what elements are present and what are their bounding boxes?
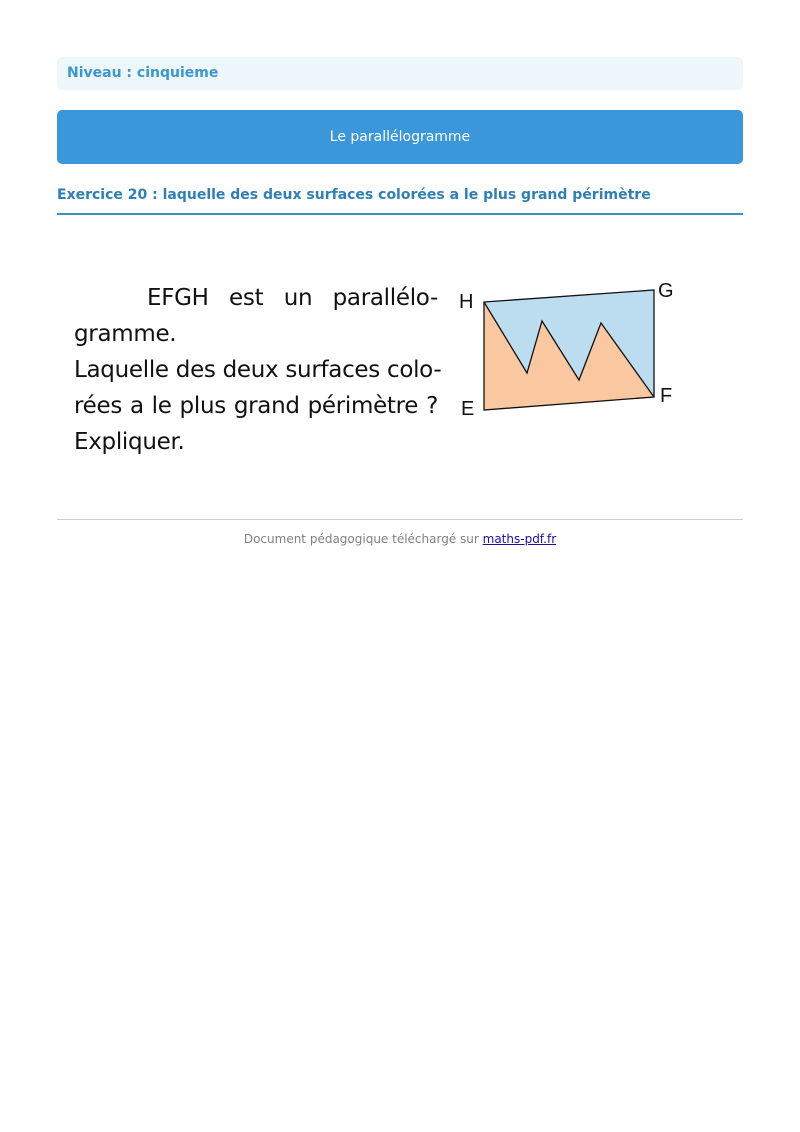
statement-line: EFGH est un parallélo- <box>147 285 438 311</box>
vertex-label-e: E <box>461 398 475 420</box>
statement-line: rées a le plus grand périmètre ? <box>74 393 438 419</box>
footer-link[interactable]: maths-pdf.fr <box>482 532 557 546</box>
footer-text: Document pédagogique téléchargé sur <box>243 532 483 546</box>
level-badge: Niveau : cinquieme <box>57 57 743 90</box>
exercise-heading: Exercice 20 : laquelle des deux surfaces colorées a le plus grand périmètre <box>57 183 743 215</box>
page-title: Le parallélogramme <box>57 110 743 164</box>
statement-line: Expliquer. <box>74 429 185 455</box>
statement-line: gramme. <box>74 321 177 347</box>
exercise-statement <box>74 280 442 460</box>
parallelogram-figure <box>455 275 685 425</box>
footer-divider <box>57 519 743 520</box>
vertex-label-g: G <box>658 280 674 302</box>
statement-line: Laquelle des deux surfaces colo- <box>74 357 442 383</box>
vertex-label-h: H <box>459 291 474 313</box>
vertex-label-f: F <box>660 385 673 407</box>
footer <box>57 532 743 546</box>
